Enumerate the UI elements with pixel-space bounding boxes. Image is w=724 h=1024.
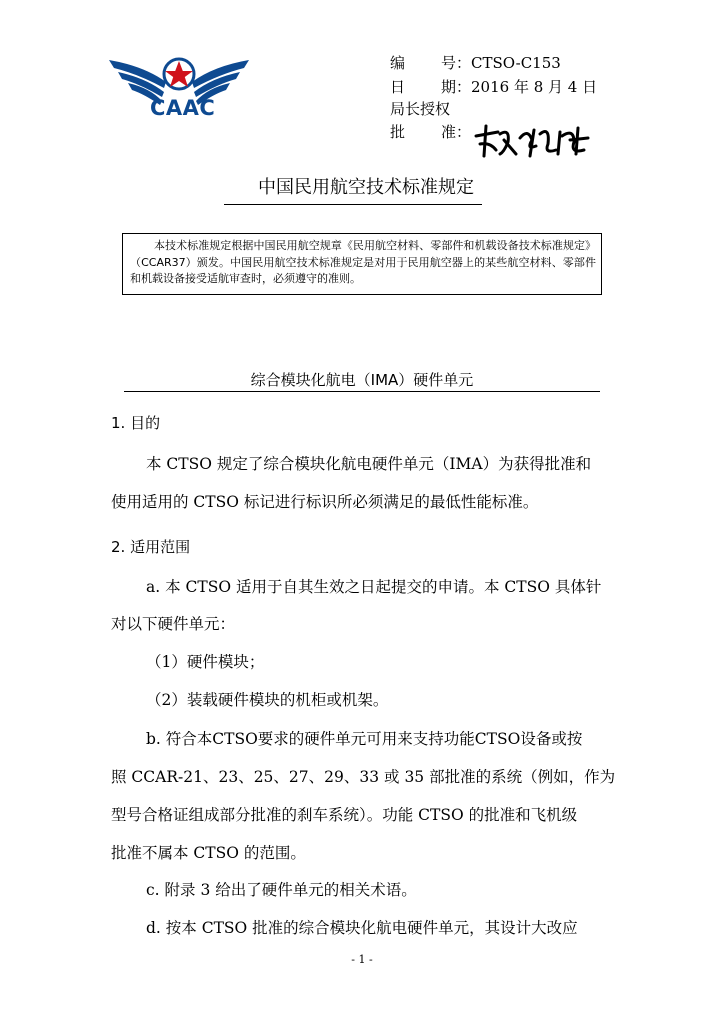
approved-by: 批准： — [390, 123, 472, 141]
section-1-heading: 1. 目的 — [111, 414, 161, 432]
standard-title: 综合模块化航电（IMA）硬件单元 — [250, 371, 474, 389]
section-2b-line-2: 照 CCAR-21、23、25、27、29、33 或 35 部批准的系统（例如，作为 — [111, 768, 616, 786]
section-2d-line-1: d. 按本 CTSO 批准的综合模块化航电硬件单元，其设计大改应 — [146, 919, 578, 937]
document-title: 中国民用航空技术标准规定 — [258, 177, 474, 198]
number-label: 编号 — [390, 54, 456, 72]
red-star-icon — [165, 61, 193, 87]
section-2b-line-4: 批准不属本 CTSO 的范围。 — [111, 844, 306, 862]
section-2a-line-1: a. 本 CTSO 适用于自其生效之日起提交的申请。本 CTSO 具体针 — [146, 578, 602, 596]
section-1-line-1: 本 CTSO 规定了综合模块化航电硬件单元（IMA）为获得批准和 — [146, 455, 592, 473]
section-2a-line-2: 对以下硬件单元： — [111, 615, 236, 633]
section-2-heading: 2. 适用范围 — [111, 538, 191, 556]
document-number: 编号：CTSO-C153 — [390, 54, 561, 72]
authorized-by — [390, 98, 456, 119]
authorized-label: 局长授权 — [390, 100, 451, 118]
date-value: 2016 年 8 月 4 日 — [471, 78, 598, 96]
date-label: 日期 — [390, 78, 456, 96]
logo-text: CAAC — [150, 96, 216, 120]
title-divider — [224, 204, 482, 205]
standard-title-divider — [124, 391, 600, 392]
document-date: 日期：2016 年 8 月 4 日 — [390, 78, 598, 96]
section-2b-line-3: 型号合格证组成部分批准的刹车系统）。功能 CTSO 的批准和飞机级 — [111, 806, 578, 824]
number-value: CTSO-C153 — [471, 54, 561, 72]
section-2a-item-2: （2）装载硬件模块的机柜或机架。 — [146, 691, 389, 709]
notice-text: 本技术标准规定根据中国民用航空规章《民用航空材料、零部件和机载设备技术标准规定》（CCAR37）颁发。中国民用航空技术标准规定是对用于民用航空器上的某些航空材料、零部件和机载设备接受适航审查时，必须遵守的准则。 — [130, 239, 596, 285]
handwritten-signature — [470, 120, 600, 164]
section-2b-line-1: b. 符合本CTSO要求的硬件单元可用来支持功能CTSO设备或按 — [146, 730, 583, 748]
page-number: - 1 - — [351, 953, 373, 966]
section-2c-line-1: c. 附录 3 给出了硬件单元的相关术语。 — [146, 881, 417, 899]
section-2a-item-1: （1）硬件模块； — [146, 653, 265, 671]
approval-label: 批准 — [390, 123, 456, 141]
section-1-line-2: 使用适用的 CTSO 标记进行标识所必须满足的最低性能标准。 — [111, 493, 539, 511]
